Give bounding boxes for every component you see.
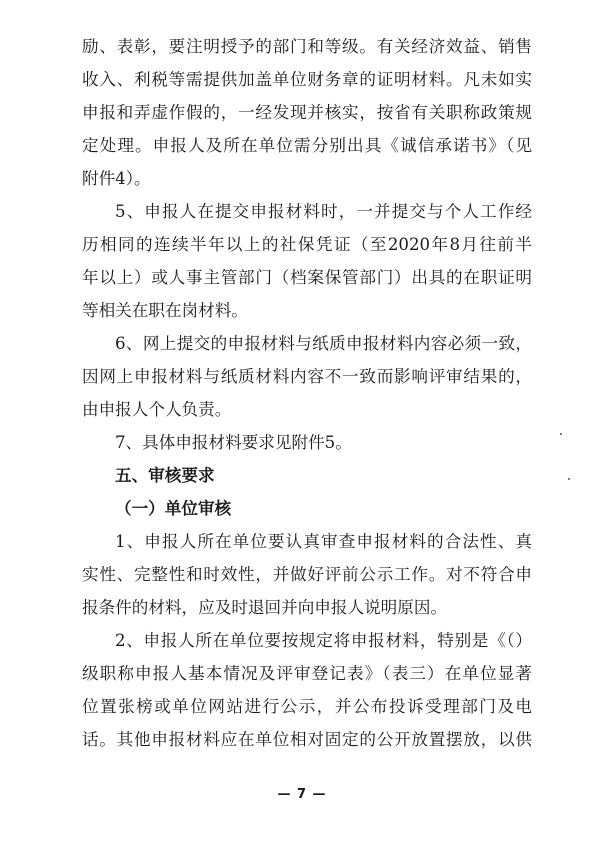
text-line: 申报和弄虚作假的，一经发现并核实，按省有关职称政策规 bbox=[82, 103, 532, 122]
section-heading-review-requirements: 五、审核要求 bbox=[115, 465, 215, 485]
text-line: 年以上）或人事主管部门（档案保管部门）出具的在职证明 bbox=[82, 268, 532, 287]
text-line: 级职称申报人基本情况及评审登记表》（表三）在单位显著 bbox=[82, 664, 532, 683]
text-line: 励、表彰，要注明授予的部门和等级。有关经济效益、销售 bbox=[82, 37, 532, 56]
paragraph-7: 7、具体申报材料要求见附件5。 bbox=[115, 433, 352, 452]
body-text bbox=[82, 30, 532, 756]
text-line: 话。其他申报材料应在单位相对固定的公开放置摆放，以供 bbox=[82, 730, 532, 749]
text-line: 等相关在职在岗材料。 bbox=[82, 301, 248, 320]
text-line: 附件4）。 bbox=[82, 169, 151, 188]
paragraph-5-start: 5、申报人在提交申报材料时，一并提交与个人工作经 bbox=[115, 202, 532, 221]
paragraph-6-start: 6、网上提交的申报材料与纸质申报材料内容必须一致， bbox=[115, 334, 532, 353]
scan-speck bbox=[560, 433, 562, 435]
subsection-heading-unit-review: （一）单位审核 bbox=[115, 498, 232, 518]
paragraph-1-start: 1、申报人所在单位要认真审查申报材料的合法性、真 bbox=[115, 532, 532, 551]
text-line: 收入、利税等需提供加盖单位财务章的证明材料。凡未如实 bbox=[82, 70, 532, 89]
text-line: 定处理。申报人及所在单位需分别出具《诚信承诺书》（见 bbox=[82, 136, 532, 155]
text-line: 实性、完整性和时效性，并做好评前公示工作。对不符合申 bbox=[82, 565, 532, 584]
text-line: 历相同的连续半年以上的社保凭证（至2020年8月往前半 bbox=[82, 235, 532, 254]
page-number: — 7 — bbox=[277, 787, 327, 802]
scan-speck bbox=[568, 478, 570, 480]
text-line: 位置张榜或单位网站进行公示，并公布投诉受理部门及电 bbox=[82, 697, 532, 716]
paragraph-2-start: 2、申报人所在单位要按规定将申报材料，特别是《（） bbox=[115, 631, 532, 650]
text-line: 报条件的材料，应及时退回并向申报人说明原因。 bbox=[82, 598, 448, 617]
text-line: 因网上申报材料与纸质材料内容不一致而影响评审结果的， bbox=[82, 367, 532, 386]
text-line: 由申报人个人负责。 bbox=[82, 400, 232, 419]
